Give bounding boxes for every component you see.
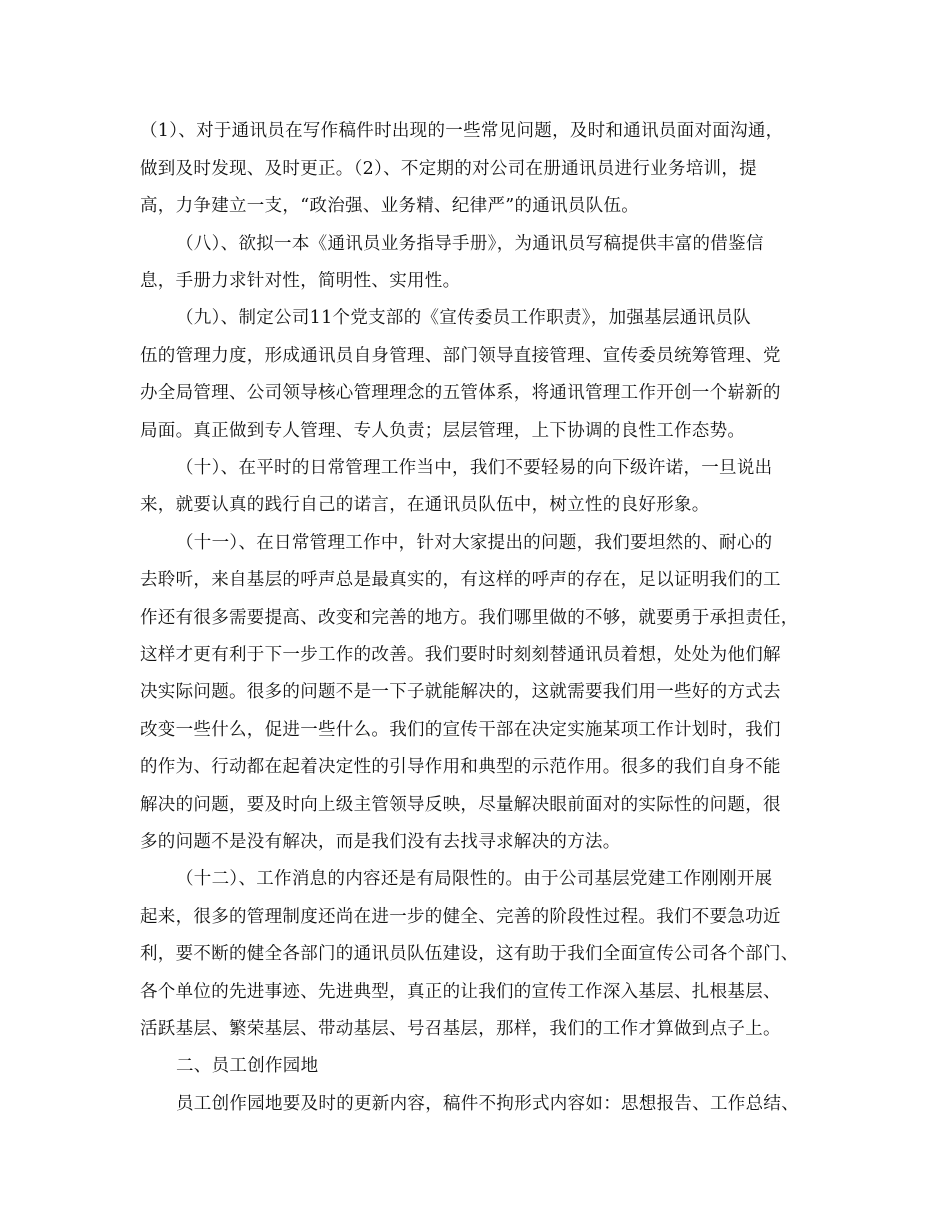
text-line: 各个单位的先进事迹、先进典型，真正的让我们的宣传工作深入基层、扎根基层、 <box>140 982 781 1002</box>
text-line: （八）、欲拟一本《通讯员业务指导手册》，为通讯员写稿提供丰富的借鉴信 <box>176 234 764 254</box>
text-line: 做到及时发现、及时更正。（2）、不定期的对公司在册通讯员进行业务培训，提 <box>140 159 757 179</box>
text-line: 办全局管理、公司领导核心管理理念的五管体系，将通讯管理工作开创一个崭新的 <box>140 383 781 403</box>
text-line: 去聆听，来自基层的呼声总是最真实的，有这样的呼声的存在，足以证明我们的工 <box>140 570 781 590</box>
section-heading: 二、员工创作园地 <box>176 1056 319 1076</box>
text-line: （十）、在平时的日常管理工作当中，我们不要轻易的向下级许诺，一旦说出 <box>176 458 773 478</box>
text-line: 解决的问题，要及时向上级主管领导反映，尽量解决眼前面对的实际性的问题，很 <box>140 795 781 815</box>
text-line: 改变一些什么，促进一些什么。我们的宣传干部在决定实施某项工作计划时，我们 <box>140 720 781 740</box>
text-line: （十一）、在日常管理工作中，针对大家提出的问题，我们要坦然的、耐心的 <box>176 533 773 553</box>
text-line: 决实际问题。很多的问题不是一下子就能解决的，这就需要我们用一些好的方式去 <box>140 682 781 702</box>
text-line: 员工创作园地要及时的更新内容，稿件不拘形式内容如：思想报告、工作总结、 <box>176 1094 799 1114</box>
text-line: 起来，很多的管理制度还尚在进一步的健全、完善的阶段性过程。我们不要急功近 <box>140 907 781 927</box>
text-line: 来，就要认真的践行自己的诺言，在通讯员队伍中，树立性的良好形象。 <box>140 495 710 515</box>
text-line: （九）、制定公司11个党支部的《宣传委员工作职责》，加强基层通讯员队 <box>176 308 751 328</box>
text-line: 利，要不断的健全各部门的通讯员队伍建设，这有助于我们全面宣传公司各个部门、 <box>140 944 799 964</box>
text-line: （十二）、工作消息的内容还是有局限性的。由于公司基层党建工作刚刚开展 <box>176 869 773 889</box>
text-line: 作还有很多需要提高、改变和完善的地方。我们哪里做的不够，就要勇于承担责任， <box>140 608 799 628</box>
text-line: 这样才更有利于下一步工作的改善。我们要时时刻刻替通讯员着想，处处为他们解 <box>140 645 781 665</box>
text-line: 局面。真正做到专人管理、专人负责；层层管理，上下协调的良性工作态势。 <box>140 421 746 441</box>
text-line: 高，力争建立一支，“政治强、业务精、纪律严”的通讯员队伍。 <box>140 196 640 216</box>
text-line: 息，手册力求针对性，简明性、实用性。 <box>140 271 461 291</box>
text-line: 多的问题不是没有解决，而是我们没有去找寻求解决的方法。 <box>140 832 621 852</box>
text-line: （1）、对于通讯员在写作稿件时出现的一些常见问题，及时和通讯员面对面沟通， <box>140 121 784 141</box>
text-line: 伍的管理力度，形成通讯员自身管理、部门领导直接管理、宣传委员统筹管理、党 <box>140 346 781 366</box>
text-line: 活跃基层、繁荣基层、带动基层、号召基层，那样，我们的工作才算做到点子上。 <box>140 1019 781 1039</box>
text-line: 的作为、行动都在起着决定性的引导作用和典型的示范作用。很多的我们自身不能 <box>140 757 781 777</box>
